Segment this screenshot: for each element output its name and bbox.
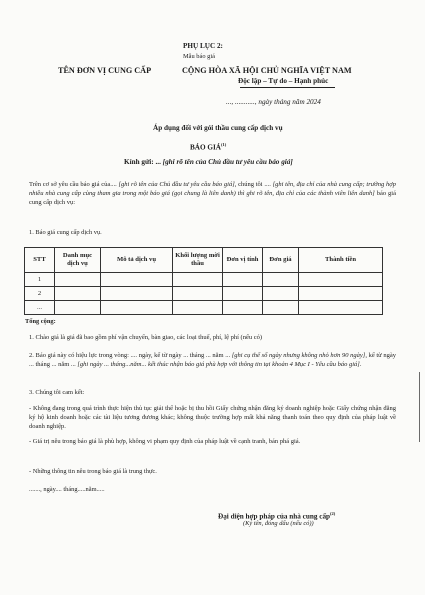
table-cell	[263, 301, 299, 315]
table-cell	[263, 273, 299, 287]
nation-motto: Độc lập – Tự do – Hạnh phúc	[238, 77, 329, 85]
term-2-placeholder-days: [ghi cụ thể số ngày nhưng không nhỏ hơn 90 ngày]	[231, 352, 366, 359]
appendix-label: PHỤ LỤC 2:	[183, 42, 223, 50]
row-number: 2	[25, 287, 55, 301]
table-cell	[55, 287, 101, 301]
header-stt: STT	[25, 248, 55, 273]
table-cell	[223, 287, 263, 301]
table-header-row	[25, 248, 383, 273]
term-2-text-a: 2. Báo giá này có hiệu lực trong vòng: .... ngày, kể từ ngày ... tháng ... năm ...	[29, 352, 232, 359]
recipient-prefix: Kính gửi: ...	[124, 158, 161, 166]
commitment-3: - Những thông tin nêu trong báo giá là trung thực.	[29, 468, 157, 475]
signature-instruction: (Ký tên, đóng dấu (nếu có))	[243, 520, 314, 527]
intro-text-c: , chúng tôi ....	[234, 181, 273, 188]
page-edge-mark	[419, 372, 425, 442]
term-1-text: 1. Chào giá là giá đã bao gồm phí vận chuyển, bàn giao, các loại thuế, phí, lệ phí (nếu có)	[29, 334, 263, 341]
total-label: Tổng cộng:	[25, 318, 56, 325]
header-service-category: Danh mục dịch vụ	[55, 248, 101, 273]
date-line: ..., ..........., ngày tháng năm 2024	[226, 98, 321, 106]
table-row	[25, 273, 383, 287]
signature-note: (2)	[330, 511, 336, 516]
intro-paragraph	[29, 180, 396, 208]
provider-unit: TÊN ĐƠN VỊ CUNG CẤP	[58, 66, 152, 75]
intro-text-a: Trên cơ sở yêu cầu báo giá của....	[29, 181, 119, 188]
signing-date: ......., ngày.... tháng.....năm.....	[29, 486, 105, 493]
table-cell	[299, 287, 383, 301]
intro-placeholder-provider: [ghi tên, địa chỉ của nhà cung cấp; trường hợp nhiều nhà cung cấp cùng tham gia trong một báo giá (gọi chung là liên danh) thì ghi rõ tên, địa chỉ của các thành viên liên danh]	[29, 181, 396, 198]
table-cell	[101, 301, 173, 315]
nation-title: CỘNG HÒA XÃ HỘI CHỦ NGHĨA VIỆT NAM	[182, 66, 352, 75]
table-row	[25, 287, 383, 301]
commitment-2-text: - Giá trị nêu trong báo giá là phù hợp, không vi phạm quy định của pháp luật về cạnh tranh, bán phá giá.	[29, 438, 301, 445]
commitment-1	[29, 404, 396, 432]
table-cell	[223, 273, 263, 287]
row-number: 1	[25, 273, 55, 287]
table-cell	[101, 287, 173, 301]
table-cell	[263, 287, 299, 301]
table-cell	[173, 301, 223, 315]
table-cell	[55, 273, 101, 287]
intro-placeholder-investor: [ghi rõ tên của Chủ đầu tư yêu cầu báo giá]	[118, 181, 235, 188]
term-2	[29, 351, 396, 369]
commitment-2	[29, 437, 396, 446]
form-label: Mẫu báo giá	[183, 53, 215, 60]
table-cell	[173, 273, 223, 287]
signature-title-text: Đại diện hợp pháp của nhà cung cấp	[218, 512, 331, 521]
header-service-description: Mô tả dịch vụ	[101, 248, 173, 273]
term-2-placeholder-end-date: [ghi ngày ... tháng...năm... kết thúc nhận báo giá phù hợp với thông tin tại khoản 4 Mục I - Yêu cầu báo giá]	[77, 361, 360, 369]
term-3-heading: 3. Chúng tôi cam kết:	[29, 389, 85, 396]
term-1	[29, 333, 396, 342]
quote-title-text: BÁO GIÁ	[190, 143, 221, 152]
table-row	[25, 301, 383, 315]
header-unit: Đơn vị tính	[223, 248, 263, 273]
row-number: ...	[25, 301, 55, 315]
term-2-text-e: .	[359, 361, 362, 369]
motto-underline	[240, 87, 335, 88]
commitment-1-text: - Không đang trong quá trình thực hiện thủ tục giải thể hoặc bị thu hồi Giấy chứng nhận đăng ký doanh nghiệp hoặc Giấy chứng nhận đăng ký hộ kinh doanh hoặc các tài liệu tương đương khác; không thuộc trường hợp mất khả năng thanh toán theo quy định của pháp luật về doanh nghiệp.	[29, 405, 396, 431]
quote-title	[190, 140, 226, 152]
intro-text-e: báo giá cung cấp dịch vụ:	[29, 190, 396, 207]
section-1-heading: 1. Báo giá cung cấp dịch vụ.	[29, 229, 102, 236]
header-unit-price: Đơn giá	[263, 248, 299, 273]
table-cell	[299, 273, 383, 287]
scope-line: Áp dụng đối với gói thầu cung cấp dịch vụ	[153, 124, 283, 132]
price-table	[24, 247, 383, 315]
table-cell	[299, 301, 383, 315]
term-2-text-c: , kể từ ngày ... tháng ... năm ...	[29, 352, 396, 369]
recipient-placeholder: [ghi rõ tên của Chủ đầu tư yêu cầu báo giá]	[162, 158, 293, 166]
quote-title-note: (1)	[220, 142, 227, 147]
header-amount: Thành tiền	[299, 248, 383, 273]
table-cell	[101, 273, 173, 287]
header-quantity: Khối lượng mời thầu	[173, 248, 223, 273]
table-cell	[55, 301, 101, 315]
table-cell	[173, 287, 223, 301]
recipient-line	[124, 158, 293, 167]
table-cell	[223, 301, 263, 315]
